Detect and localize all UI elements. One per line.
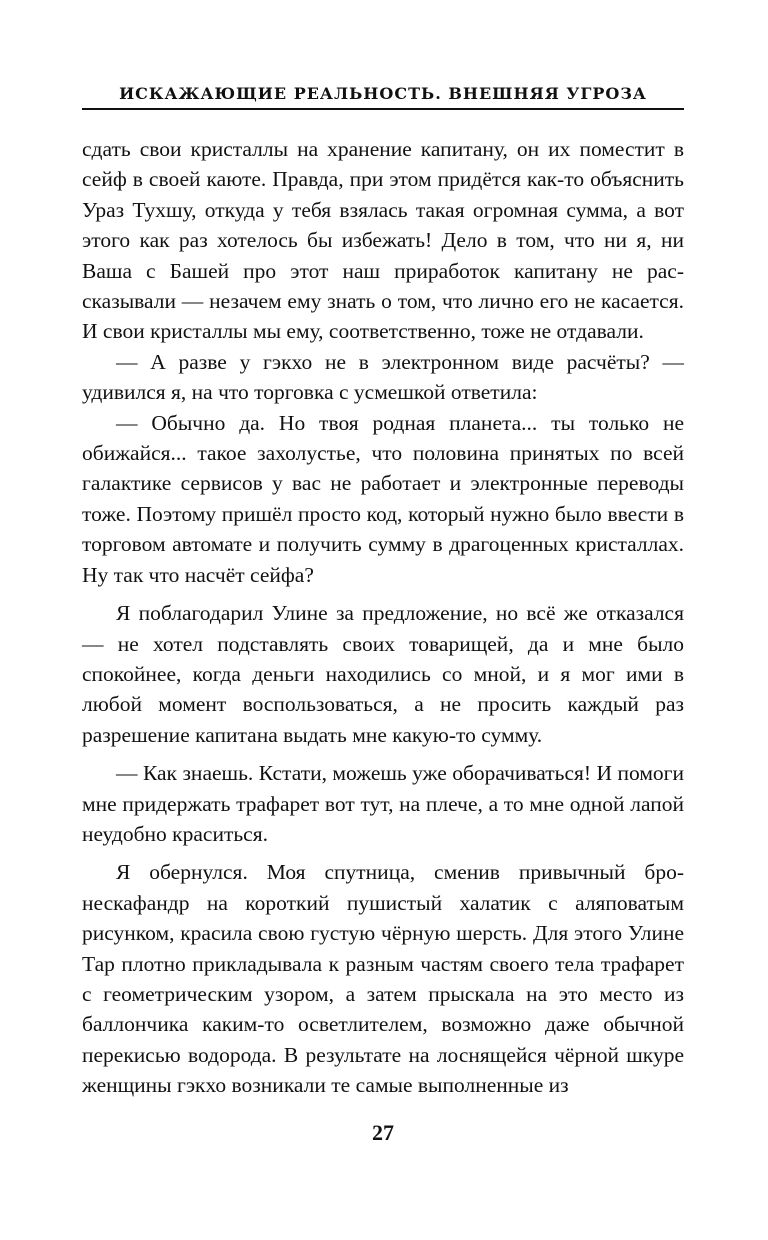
running-header: ИСКАЖАЮЩИЕ РЕАЛЬНОСТЬ. ВНЕШНЯЯ УГРОЗА: [119, 84, 647, 103]
header-rule: [82, 108, 684, 110]
page-number: 27: [372, 1120, 394, 1145]
dialogue-paragraph: — А разве у гэкхо не в электронном виде расчёты? — удивился я, на что торговка с усмешкой ответила:: [82, 349, 684, 405]
dialogue-paragraph: — Как знаешь. Кстати, можешь уже оборачиваться! И помоги мне придержать трафарет вот тут, на плече, а то мне одной лапой неудобно краситься.: [82, 761, 684, 846]
narrative-paragraph: Я поблагодарил Улине за предложение, но всё же отказался — не хотел подставлять своих товарищей, да и мне было спокойнее, когда деньги находились со мной, и я мог ими в любой момент воспользоваться, а не просить каждый раз разрешение капитана выдать мне какую-то сумму.: [82, 601, 684, 747]
paragraph-continued: сдать свои кристаллы на хранение капитану, он их поместит в сейф в своей каюте. Правда, при этом придётся как-то объяснить Ураз Тухшу, откуда у тебя взялась такая огромная сумма, а вот этого как раз хотелось бы избежать! Дело в том, что ни я, ни Ваша с Башей про этот наш приработок капитану не рассказывали — незачем ему знать о том, что лично его не касается. И свои кристаллы мы ему, соответственно, тоже не отдавали.: [82, 137, 684, 344]
body-text: [82, 134, 684, 1101]
narrative-paragraph: Я обернулся. Моя спутница, сменив привычный бронескафандр на короткий пушистый халатик с аляповатым рисунком, красила свою густую чёрную шерсть. Для этого Улине Тар плотно прикладывала к разным частям своего тела трафарет с геометрическим узором, а затем прыскала на это место из баллончика каким-то осветлителем, возможно даже обычной перекисью водорода. В результате на лоснящейся чёрной шкуре женщины гэкхо возникали те самые выполненные из: [82, 860, 684, 1098]
dialogue-paragraph: — Обычно да. Но твоя родная планета... ты только не обижайся... такое захолустье, что половина принятых по всей галактике сервисов у вас не работает и электронные переводы тоже. Поэтому пришёл просто код, который нужно было ввести в торговом автомате и получить сумму в драгоценных кристаллах. Ну так что насчёт сейфа?: [82, 410, 684, 587]
